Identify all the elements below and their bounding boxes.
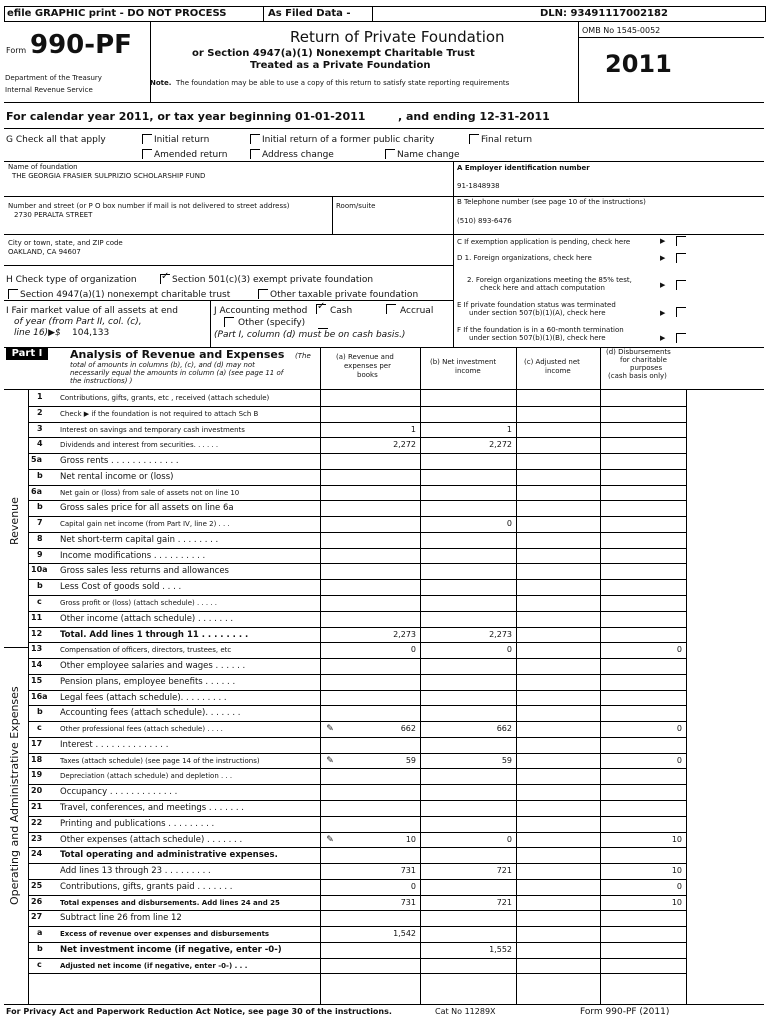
col-a-header-3: books xyxy=(357,371,378,379)
foundation-name: THE GEORGIA FRASIER SULPRIZIO SCHOLARSHIP FUND xyxy=(12,172,206,180)
c-exemption-checkbox[interactable] xyxy=(676,236,686,246)
row-label: Other expenses (attach schedule) . . . . . . . xyxy=(60,834,243,845)
dept-treasury: Department of the Treasury xyxy=(5,74,102,82)
c-exemption-label: C If exemption application is pending, check here xyxy=(457,238,631,246)
other-taxable-label: Other taxable private foundation xyxy=(270,290,419,300)
row-label: Add lines 13 through 23 . . . . . . . . . xyxy=(60,866,211,877)
row-number: 13 xyxy=(31,644,43,654)
as-filed-label: As Filed Data - xyxy=(268,8,351,19)
section-501c3-checkbox[interactable] xyxy=(160,274,170,284)
initial-former-label: Initial return of a former public charity xyxy=(262,135,435,145)
row-number: 4 xyxy=(37,439,43,449)
row-number: 23 xyxy=(31,833,43,843)
phone-value: (510) 893-6476 xyxy=(457,217,512,225)
cell-a: 0 xyxy=(410,645,416,655)
form-subtitle-1: or Section 4947(a)(1) Nonexempt Charitable Trust xyxy=(192,48,475,59)
row-label: Gross sales less returns and allowances xyxy=(60,566,229,577)
row-label: Legal fees (attach schedule). . . . . . . . . xyxy=(60,692,227,703)
row-label: Compensation of officers, directors, trustees, etc xyxy=(60,646,232,655)
row-label: Other professional fees (attach schedule) . . . . xyxy=(60,725,223,734)
f-label-2: under section 507(b)(1)(B), check here xyxy=(469,334,606,342)
row-label: Interest on savings and temporary cash investments xyxy=(60,425,245,434)
cash-basis-note: (Part I, column (d) must be on cash basis.) xyxy=(214,330,406,340)
d2-checkbox[interactable] xyxy=(676,280,686,290)
row-number: 21 xyxy=(31,802,43,812)
dln-label: DLN: 93491117002182 xyxy=(540,8,668,19)
row-number: 9 xyxy=(37,549,43,559)
row-label: Subtract line 26 from line 12 xyxy=(60,913,182,924)
cell-b: 0 xyxy=(506,645,512,655)
city-label: City or town, state, and ZIP code xyxy=(8,239,123,247)
initial-return-label: Initial return xyxy=(154,135,210,145)
row-label: Total operating and administrative expenses. xyxy=(60,850,278,861)
initial-return-checkbox[interactable] xyxy=(142,134,152,144)
row-number: 22 xyxy=(31,817,43,827)
cell-d: 0 xyxy=(676,724,682,734)
row-label: Net rental income or (loss) xyxy=(60,471,174,482)
amended-return-checkbox[interactable] xyxy=(142,149,152,159)
row-number: b xyxy=(37,470,43,480)
section-4947-checkbox[interactable] xyxy=(8,289,18,299)
ein-value: 91-1848938 xyxy=(457,182,500,190)
row-number: 19 xyxy=(31,770,43,780)
note-text: The foundation may be able to use a copy of this return to satisfy state reporting requirements xyxy=(176,79,510,87)
row-number: 18 xyxy=(31,754,43,764)
row-number: a xyxy=(37,928,43,938)
part-1-badge: Part I xyxy=(6,348,48,360)
row-number: 6a xyxy=(31,486,42,496)
note-label: Note. xyxy=(150,79,172,87)
other-method-label: Other (specify) xyxy=(238,318,306,328)
d1-checkbox[interactable] xyxy=(676,253,686,263)
tax-year: 2011 xyxy=(605,50,672,78)
row-number: c xyxy=(37,723,42,733)
name-change-checkbox[interactable] xyxy=(385,149,395,159)
cell-b: 1,552 xyxy=(489,944,512,954)
row-label: Depreciation (attach schedule) and depletion . . . xyxy=(60,772,233,781)
cell-d: 10 xyxy=(671,897,682,907)
attachment-icon[interactable]: ✎ xyxy=(326,755,334,766)
row-label: Occupancy . . . . . . . . . . . . . xyxy=(60,787,178,798)
section-4947-label: Section 4947(a)(1) nonexempt charitable trust xyxy=(20,290,231,300)
g-check-label: G Check all that apply xyxy=(6,135,106,145)
fmv-label-1: I Fair market value of all assets at end xyxy=(6,306,178,316)
cell-d: 0 xyxy=(676,755,682,765)
row-number: 12 xyxy=(31,628,43,638)
cell-b: 59 xyxy=(501,755,512,765)
row-label: Accounting fees (attach schedule). . . . . . . xyxy=(60,708,241,719)
col-d-header-1: (d) Disbursements xyxy=(606,348,671,356)
cell-d: 10 xyxy=(671,866,682,876)
section-501c3-label: Section 501(c)(3) exempt private foundation xyxy=(172,275,374,285)
e-label: E If private foundation status was terminated xyxy=(457,301,616,309)
cell-d: 10 xyxy=(671,834,682,844)
row-label: Other employee salaries and wages . . . . . . xyxy=(60,661,246,672)
row-number: 27 xyxy=(31,912,43,922)
calendar-ending: , and ending 12-31-2011 xyxy=(398,110,550,123)
row-number: b xyxy=(37,943,43,953)
privacy-notice: For Privacy Act and Paperwork Reduction Act Notice, see page 30 of the instructions. xyxy=(6,1007,392,1016)
col-d-header-2: for charitable xyxy=(620,356,667,364)
col-d-header-4: (cash basis only) xyxy=(608,372,667,380)
row-number: 26 xyxy=(31,896,43,906)
row-number: 7 xyxy=(37,518,43,528)
fmv-label-3: line 16)▶$ xyxy=(14,328,61,338)
cash-label: Cash xyxy=(330,306,353,316)
col-a-header-1: (a) Revenue and xyxy=(336,353,394,361)
row-number: 10a xyxy=(31,565,48,575)
f-label: F If the foundation is in a 60-month termination xyxy=(457,326,624,334)
col-c-header-1: (c) Adjusted net xyxy=(524,358,580,366)
street-value: 2730 PERALTA STREET xyxy=(14,211,93,219)
efile-label: efile GRAPHIC print - DO NOT PROCESS xyxy=(7,8,227,19)
cell-a: 59 xyxy=(405,755,416,765)
row-number: c xyxy=(37,959,42,969)
other-method-checkbox[interactable] xyxy=(224,317,234,327)
col-b-header-2: income xyxy=(455,367,481,375)
row-number: 2 xyxy=(37,407,43,417)
e-checkbox[interactable] xyxy=(676,307,686,317)
cell-a: 2,273 xyxy=(393,629,416,639)
part-1-title: Analysis of Revenue and Expenses xyxy=(70,348,285,361)
col-a-header-2: expenses per xyxy=(344,362,391,370)
fmv-value: 104,133 xyxy=(72,328,110,338)
row-label: Interest . . . . . . . . . . . . . . xyxy=(60,739,169,750)
form-prefix: Form xyxy=(6,46,27,55)
row-label: Contributions, gifts, grants, etc , received (attach schedule) xyxy=(60,394,270,402)
cash-checkbox[interactable] xyxy=(316,304,326,314)
col-b-header-1: (b) Net investment xyxy=(430,358,497,366)
row-number: 16a xyxy=(31,691,48,701)
accounting-method-label: J Accounting method xyxy=(214,306,308,316)
final-return-checkbox[interactable] xyxy=(469,134,479,144)
row-label: Dividends and interest from securities. . . . . . xyxy=(60,441,219,450)
cat-number: Cat No 11289X xyxy=(435,1007,496,1016)
e-label-2: under section 507(b)(1)(A), check here xyxy=(469,309,606,317)
row-number: 20 xyxy=(31,786,43,796)
row-label: Capital gain net income (from Part IV, line 2) . . . xyxy=(60,520,230,529)
cell-b: 2,273 xyxy=(489,629,512,639)
attachment-icon[interactable]: ✎ xyxy=(326,724,334,735)
row-label: Total expenses and disbursements. Add lines 24 and 25 xyxy=(60,898,280,907)
cell-d: 0 xyxy=(676,881,682,891)
cell-a: 1 xyxy=(410,424,416,434)
cell-b: 1 xyxy=(506,424,512,434)
form-number: 990-PF xyxy=(30,30,132,60)
room-label: Room/suite xyxy=(336,202,376,210)
ein-label: A Employer identification number xyxy=(457,164,590,172)
row-number: 3 xyxy=(37,423,43,433)
row-label: Less Cost of goods sold . . . . xyxy=(60,582,182,593)
row-label: Travel, conferences, and meetings . . . . . . . xyxy=(60,803,244,814)
row-label: Net investment income (if negative, enter -0-) xyxy=(60,944,282,955)
final-return-label: Final return xyxy=(481,135,533,145)
dept-irs: Internal Revenue Service xyxy=(5,86,93,94)
form-footer: Form 990-PF (2011) xyxy=(580,1007,670,1017)
row-label: Contributions, gifts, grants paid . . . . . . . xyxy=(60,881,233,892)
calendar-year-line: For calendar year 2011, or tax year beginning 01-01-2011 xyxy=(6,110,366,123)
row-label: Net short-term capital gain . . . . . . . . xyxy=(60,534,219,545)
cell-a: 10 xyxy=(405,834,416,844)
other-taxable-checkbox[interactable] xyxy=(258,289,268,299)
row-number: 17 xyxy=(31,738,43,748)
row-label: Income modifications . . . . . . . . . . xyxy=(60,550,206,561)
amended-return-label: Amended return xyxy=(154,150,228,160)
col-d-header-3: purposes xyxy=(630,364,663,372)
omb-number: OMB No 1545-0052 xyxy=(582,26,661,35)
form-title: Return of Private Foundation xyxy=(290,28,505,46)
phone-label: B Telephone number (see page 10 of the instructions) xyxy=(457,198,646,206)
row-label: Other income (attach schedule) . . . . . . . xyxy=(60,613,234,624)
accrual-label: Accrual xyxy=(400,306,434,316)
row-number: 15 xyxy=(31,675,43,685)
cell-a: 731 xyxy=(400,866,416,876)
initial-former-checkbox[interactable] xyxy=(250,134,260,144)
row-number: 25 xyxy=(31,880,43,890)
street-label: Number and street (or P O box number if mail is not delivered to street address) xyxy=(8,202,290,210)
row-label: Printing and publications . . . . . . . . . xyxy=(60,818,215,829)
d2-label: 2. Foreign organizations meeting the 85% test, xyxy=(467,276,632,284)
cell-b: 0 xyxy=(506,834,512,844)
attachment-icon[interactable]: ✎ xyxy=(326,834,334,845)
address-change-checkbox[interactable] xyxy=(250,149,260,159)
cell-a: 2,272 xyxy=(393,440,416,450)
row-number: 5a xyxy=(31,455,42,465)
row-label: Gross profit or (loss) (attach schedule) . . . . . xyxy=(60,599,218,607)
row-label: Adjusted net income (if negative, enter -0-) . . . xyxy=(60,961,248,970)
col-c-header-2: income xyxy=(545,367,571,375)
row-number: 14 xyxy=(31,660,43,670)
row-label: Gross sales price for all assets on line 6a xyxy=(60,503,234,514)
cell-a: 731 xyxy=(400,897,416,907)
cell-a: 662 xyxy=(400,724,416,734)
row-label: Net gain or (loss) from sale of assets not on line 10 xyxy=(60,488,240,497)
cell-b: 2,272 xyxy=(489,440,512,450)
row-number: 24 xyxy=(31,849,43,859)
cell-a: 1,542 xyxy=(393,929,416,939)
form-subtitle-2: Treated as a Private Foundation xyxy=(250,60,431,71)
row-label: Total. Add lines 1 through 11 . . . . . . . . xyxy=(60,629,249,640)
revenue-side-label: Revenue xyxy=(8,497,21,545)
row-number: c xyxy=(37,597,42,606)
cell-b: 721 xyxy=(496,897,512,907)
expenses-side-label: Operating and Administrative Expenses xyxy=(8,686,21,905)
cell-a: 0 xyxy=(410,881,416,891)
h-check-label: H Check type of organization xyxy=(6,275,137,285)
row-label: Taxes (attach schedule) (see page 14 of the instructions) xyxy=(60,756,260,765)
row-number: 1 xyxy=(37,392,43,401)
city-value: OAKLAND, CA 94607 xyxy=(8,248,81,256)
address-change-label: Address change xyxy=(262,150,334,160)
d1-label: D 1. Foreign organizations, check here xyxy=(457,254,592,262)
accrual-checkbox[interactable] xyxy=(386,304,396,314)
name-change-label: Name change xyxy=(397,150,460,160)
row-label: Excess of revenue over expenses and disbursements xyxy=(60,930,270,939)
row-number: 8 xyxy=(37,533,43,543)
cell-b: 662 xyxy=(496,724,512,734)
row-number: b xyxy=(37,581,43,591)
fmv-label-2: of year (from Part II, col. (c), xyxy=(14,317,142,327)
row-number: b xyxy=(37,707,43,717)
cell-b: 0 xyxy=(506,519,512,529)
name-label: Name of foundation xyxy=(8,163,78,171)
f-checkbox[interactable] xyxy=(676,333,686,343)
cell-d: 0 xyxy=(676,645,682,655)
d2-label-2: check here and attach computation xyxy=(480,284,605,292)
row-label: Check ▶ if the foundation is not required to attach Sch B xyxy=(60,409,259,418)
row-number: 11 xyxy=(31,612,43,622)
row-number: b xyxy=(37,502,43,512)
cell-b: 721 xyxy=(496,866,512,876)
row-label: Pension plans, employee benefits . . . . . . xyxy=(60,676,236,687)
row-label: Gross rents . . . . . . . . . . . . . xyxy=(60,456,179,467)
